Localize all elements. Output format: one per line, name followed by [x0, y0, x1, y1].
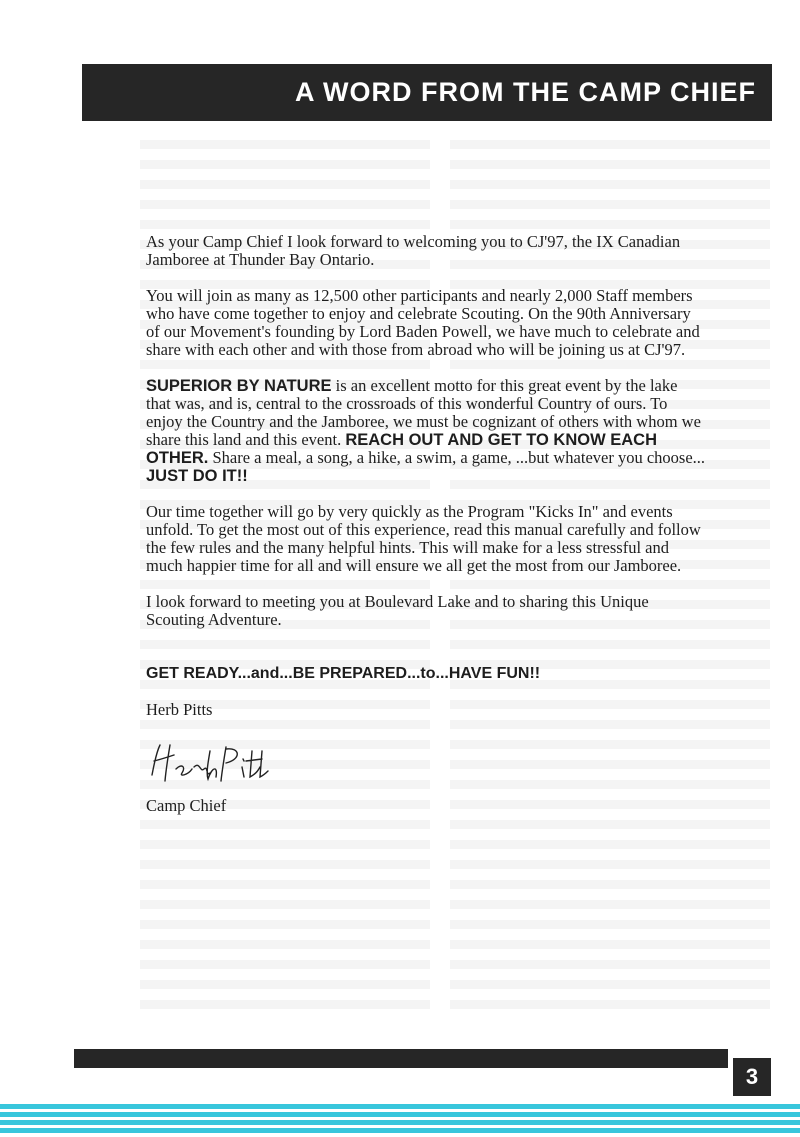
paragraph-closing: I look forward to meeting you at Boulevard Lake and to sharing this Unique Scouting Adventure.: [146, 592, 649, 629]
signer-name: Herb Pitts: [146, 700, 213, 719]
paragraph-participants: You will join as many as 12,500 other participants and nearly 2,000 Staff members who have come together to enjoy and celebrate Scouting. On the 90th Anniversary of our Movement's founding by Lord Baden Powell, we have much to celebrate and share with each other and with those from abroad who will be joining us at CJ'97.: [146, 286, 700, 359]
letter-body: [146, 233, 706, 833]
paragraph-motto: [146, 377, 706, 485]
motto-description: is an excellent motto for this great event by the lake that was, and is, central to the crossroads of this wonderful Country of ours. To enjoy the Country and the Jamboree, we must be cognizant of others with whom we share this land and this event.: [146, 376, 701, 449]
page-number: 3: [733, 1058, 771, 1096]
motto-text: SUPERIOR BY NATURE: [146, 377, 332, 395]
reach-out-text: REACH OUT AND GET TO KNOW EACH OTHER.: [146, 431, 658, 467]
slogan-text: GET READY...and...BE PREPARED...to...HAVE FUN!!: [146, 665, 541, 682]
page-title: A WORD FROM THE CAMP CHIEF: [295, 77, 756, 107]
paragraph-welcome: As your Camp Chief I look forward to welcoming you to CJ'97, the IX Canadian Jamboree at Thunder Bay Ontario.: [146, 232, 681, 269]
handwritten-signature: [146, 737, 271, 787]
header-bar: [82, 64, 772, 121]
decorative-stripes: [0, 1104, 800, 1134]
footer-bar: [74, 1049, 728, 1068]
share-text: Share a meal, a song, a hike, a swim, a game, ...but whatever you choose...: [208, 448, 706, 467]
signer-role: Camp Chief: [146, 796, 227, 815]
just-do-it-text: JUST DO IT!!: [146, 467, 248, 485]
paragraph-program: Our time together will go by very quickly as the Program "Kicks In" and events unfold. To get the most out of this experience, read this manual carefully and follow the few rules and the many helpful hints. This will make for a less stressful and much happier time for all and will ensure we all get the most from our Jamboree.: [146, 502, 701, 575]
